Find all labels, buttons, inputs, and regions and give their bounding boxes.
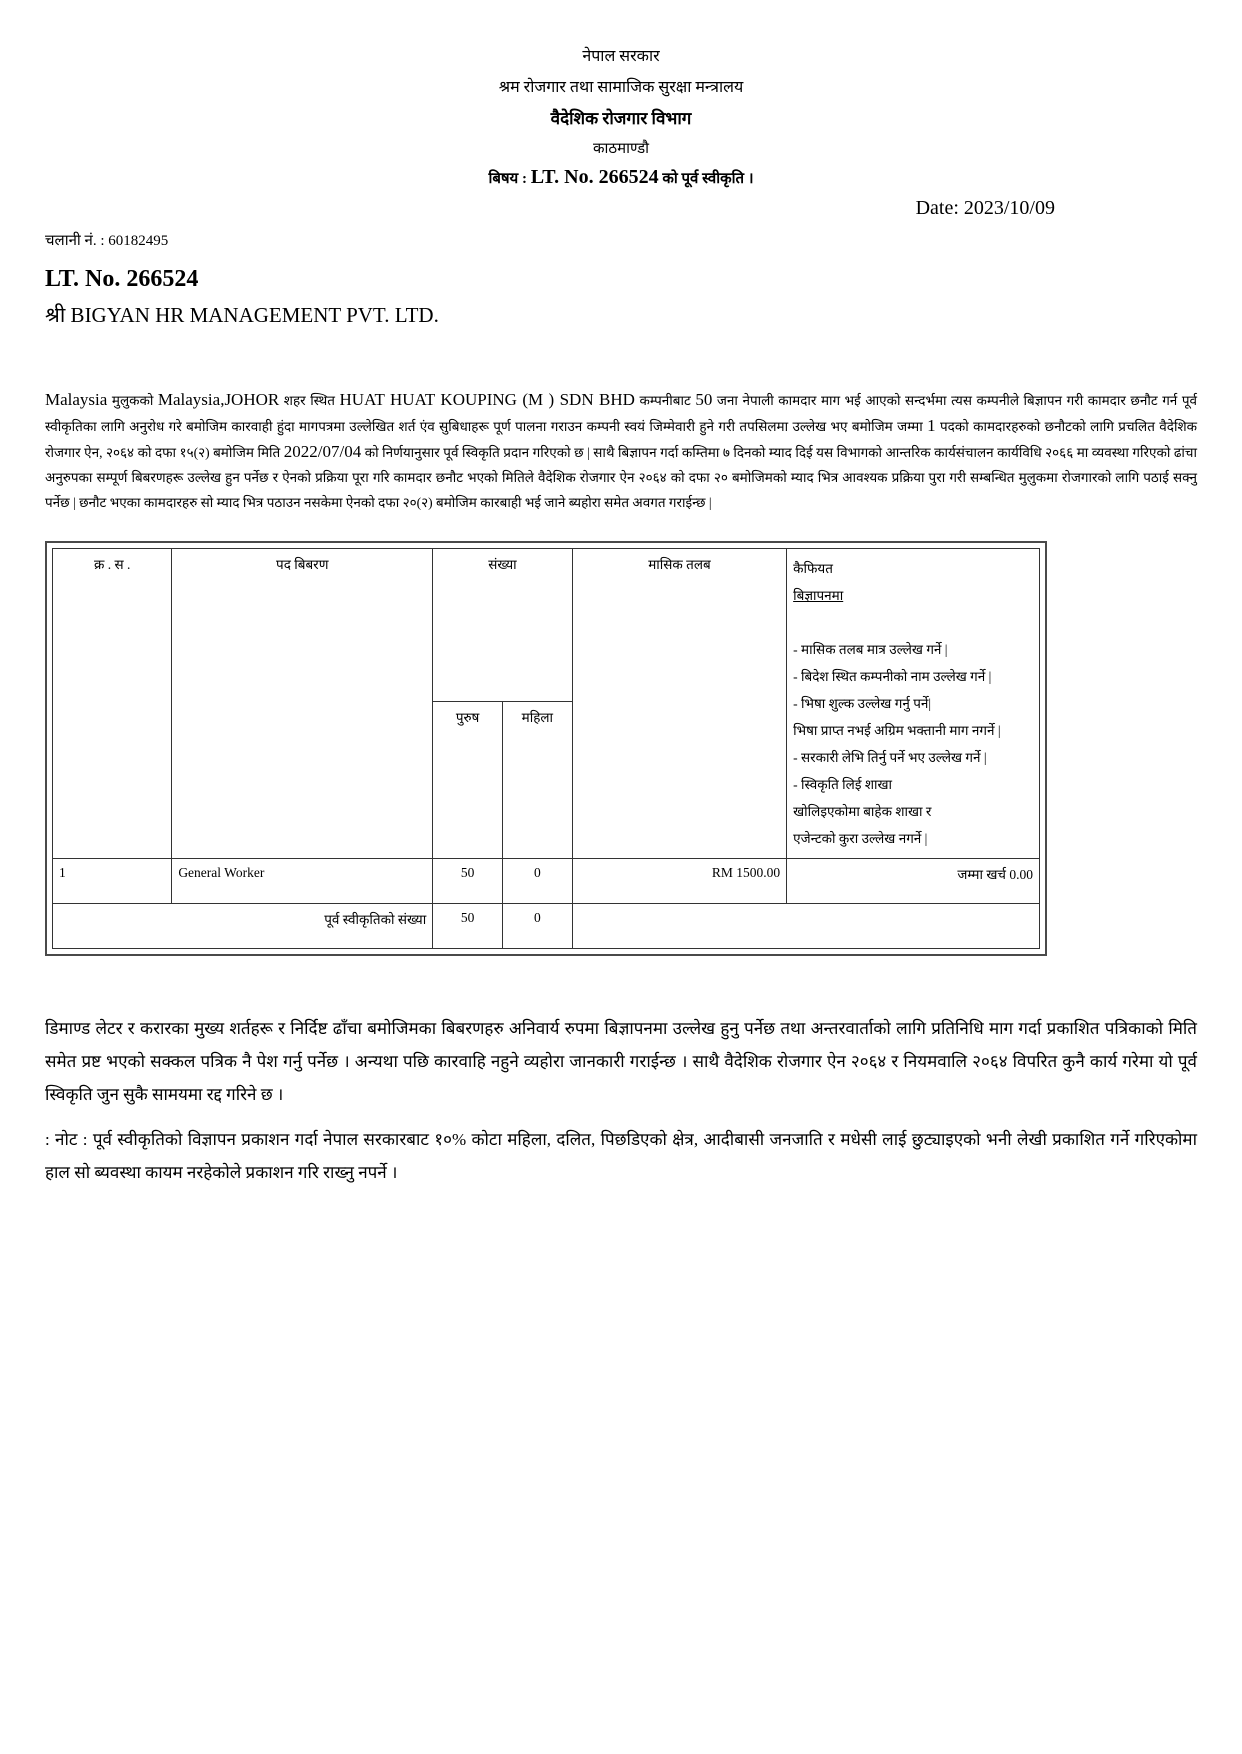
cell-position: General Worker — [172, 859, 433, 904]
chalani-number: चलानी नं. : 60182495 — [45, 233, 169, 249]
remarks-title: कैफियत — [793, 561, 833, 576]
ministry-name: श्रम रोजगार तथा सामाजिक सुरक्षा मन्त्रालय — [498, 79, 744, 96]
remarks-note: एजेन्टको कुरा उल्लेख नगर्ने | — [793, 831, 928, 846]
text-segment: HUAT HUAT KOUPING (M ) SDN BHD — [339, 390, 635, 409]
text-segment: Malaysia — [45, 390, 108, 409]
text-segment: पदको कामदारहरुको छनौटको लागि प्रचलित वैदेशिक रोजगार ऐन, २०६४ को दफा १५(२) बमोजिम मिति — [45, 419, 1197, 460]
note-paragraph: : नोट : पूर्व स्वीकृतिको विज्ञापन प्रकाशन गर्दा नेपाल सरकारबाट १०% कोटा महिला, दलित, पिछडिएको क्षेत्र, आदीबासी जनजाति र मधेसी लाई छुट्याइएको भनी लेखी प्रकाशित गर्ने गरिएकोमा हाल सो ब्यवस्था कायम नरहेकोले प्रकाशन गरि राख्नु नपर्ने । — [45, 1130, 1197, 1182]
header-position: पद बिबरण — [172, 549, 433, 859]
text-segment: जना नेपाली कामदार माग भई आएको सन्दर्भमा त्यस कम्पनीले बिज्ञापन गरी कामदार छनौट गर्न पूर्व स्वीकृतिका लागि अनुरोध गरे बमोजिम कारवाही हुंदा मागपत्रमा उल्लेखित शर्त एंव सुबिधाहरू पूर्ण पालना गराउन कम्पनी स्वयं जिम्मेवारी हुने गरी तपसिलमा उल्लेख भए बमोजिम जम्मा — [45, 393, 1198, 434]
remarks-note: - सरकारी लेभि तिर्नु पर्ने भए उल्लेख गर्ने | — [793, 750, 987, 765]
cell-sn: 1 — [53, 859, 172, 904]
lt-number-heading: LT. No. 266524 — [45, 266, 199, 292]
remarks-note: - बिदेश स्थित कम्पनीको नाम उल्लेख गर्ने | — [793, 669, 992, 684]
approval-table — [52, 548, 1040, 949]
government-name: नेपाल सरकार — [582, 48, 660, 65]
approval-table-box — [45, 541, 1047, 956]
text-segment: मुलुकको — [107, 393, 158, 408]
header-sn: क्र . स . — [53, 549, 172, 859]
intro-paragraph — [45, 387, 1197, 515]
table-footer-row — [53, 904, 1040, 949]
remarks-note: - मासिक तलब मात्र उल्लेख गर्ने | — [793, 642, 948, 657]
cell-total-expense: जम्मा खर्च 0.00 — [787, 859, 1040, 904]
subject-label: बिषय : — [488, 171, 531, 187]
header-number: संख्या — [433, 549, 573, 702]
remarks-note: - स्विकृति लिई शाखा — [793, 777, 893, 792]
text-segment: को निर्णयानुसार पूर्व स्विकृति प्रदान गरिएको छ | साथै बिज्ञापन गर्दा कम्तिमा ७ दिनको म्याद दिई यस विभागको आन्तरिक कार्यसंचालन कार्यविधि २०६६ मा व्यवस्था गरिएको ढांचा अनुरुपका सम्पूर्ण बिबरणहरू उल्लेख हुन पर्नेछ र ऐनको प्रक्रिया पूरा गरि कामदार छनौट भएको मितिले वैदेशिक रोजगार ऐन २०६४ को दफा २० बमोजिमको म्याद भित्र आवश्यक प्रक्रिया पुरा गरी सम्बन्धित मुलुकमा रोजगारको लागि पठाई सक्नु पर्नेछ | छनौट भएका कामदारहरु सो म्याद भित्र पठाउन नसकेमा ऐनको दफा २०(२) बमोजिम कारबाही भई जाने ब्यहोरा समेत अवगत गराईन्छ | — [45, 445, 1197, 510]
remarks-note: खोलिइएकोमा बाहेक शाखा र — [793, 804, 932, 819]
table-header-row — [53, 549, 1040, 702]
remarks-note: भिषा प्राप्त नभई अग्रिम भक्तानी माग नगर्ने | — [793, 723, 1001, 738]
text-segment: 1 — [927, 416, 936, 435]
text-segment: 2022/07/04 — [283, 442, 362, 461]
header-male: पुरुष — [433, 701, 503, 858]
city-name: काठमाण्डौ — [592, 141, 649, 157]
cell-salary: RM 1500.00 — [572, 859, 786, 904]
text-segment: 50 — [695, 390, 713, 409]
cell-female-count: 0 — [502, 859, 572, 904]
text-segment: Malaysia,JOHOR — [157, 390, 280, 409]
footer-empty-cell — [572, 904, 1039, 949]
header-female: महिला — [502, 701, 572, 858]
footer-label: पूर्व स्वीकृतिको संख्या — [53, 904, 433, 949]
footer-female-count: 0 — [502, 904, 572, 949]
remarks-note: - भिषा शुल्क उल्लेख गर्नु पर्ने| — [793, 696, 932, 711]
header-salary: मासिक तलब — [572, 549, 786, 859]
table-row — [53, 859, 1040, 904]
header-remarks — [787, 549, 1040, 859]
department-name: वैदेशिक रोजगार विभाग — [550, 109, 692, 128]
letterhead — [45, 44, 1197, 189]
closing-paragraph: डिमाण्ड लेटर र करारका मुख्य शर्तहरू र निर्दिष्ट ढाँचा बमोजिमका बिबरणहरु अनिवार्य रुपमा बिज्ञापनमा उल्लेख हुनु पर्नेछ तथा अन्तरवार्ताको लागि प्रतिनिधि माग गर्दा प्रकाशित पत्रिकाको मिति समेत प्रष्ट भएको सक्कल पत्रिक नै पेश गर्नु पर्नेछ । अन्यथा पछि कारवाहि नहुने व्यहोरा जानकारी गराईन्छ । साथै वैदेशिक रोजगार ऐन २०६४ र नियमवालि २०६४ विपरित कुनै कार्य गरेमा यो पूर्व स्विकृति जुन सुकै सामयमा रद्द गरिने छ । — [45, 1019, 1197, 1104]
remarks-subtitle: बिज्ञापनमा — [793, 588, 844, 603]
text-segment: कम्पनीबाट — [634, 393, 696, 408]
text-segment: शहर स्थित — [279, 393, 340, 408]
subject-line — [45, 166, 1197, 189]
subject-suffix: को पूर्व स्वीकृति । — [658, 171, 754, 187]
date-line: Date: 2023/10/09 — [915, 197, 1055, 219]
subject-lt-number: LT. No. 266524 — [530, 166, 659, 188]
cell-male-count: 50 — [433, 859, 503, 904]
addressee-name: श्री BIGYAN HR MANAGEMENT PVT. LTD. — [45, 303, 439, 327]
footer-male-count: 50 — [433, 904, 503, 949]
